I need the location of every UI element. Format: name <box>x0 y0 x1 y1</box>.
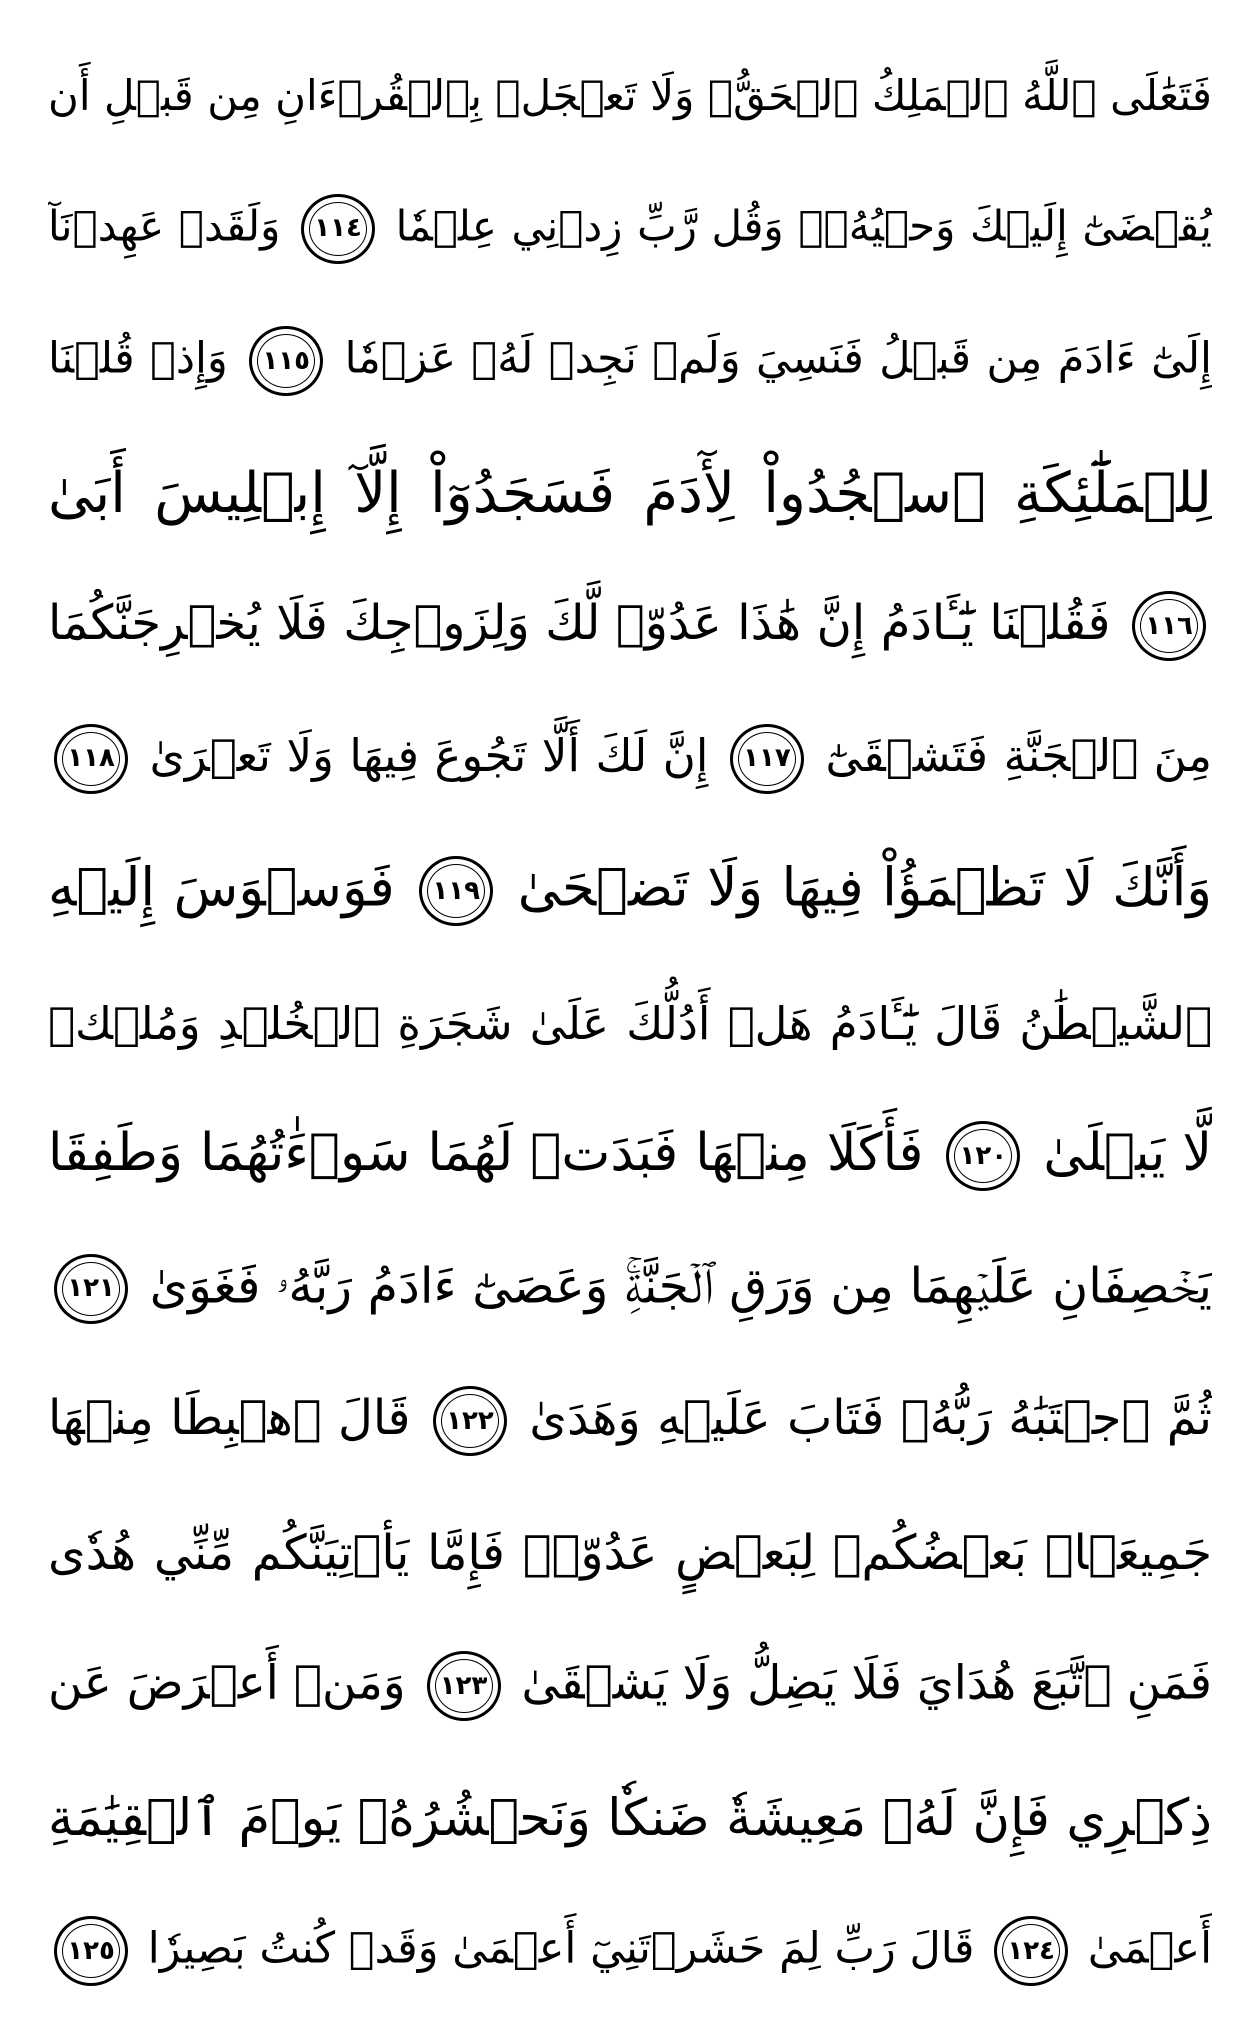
verse-line-text <box>48 1121 1212 1191</box>
ayah-end-marker-icon <box>994 1916 1068 1986</box>
verse-line-text <box>48 1651 1212 1721</box>
verse-line-text <box>48 1788 1212 1849</box>
verse-line-9 <box>48 1090 1212 1223</box>
verse-fragment: فَمَنِ ٱتَّبَعَ هُدَايَ فَلَا يَضِلُّ وَلَا يَشۡقَىٰ <box>521 1655 1212 1711</box>
ayah-end-marker-icon <box>54 1916 128 1986</box>
ayah-number: ١٢٣ <box>439 1670 488 1701</box>
ayah-end-marker-icon <box>301 194 375 264</box>
verse-line-4 <box>48 428 1212 561</box>
verse-fragment: لِلۡمَلَٰٓئِكَةِ ٱسۡجُدُواْ لِأٓدَمَ فَسَجَدُوٓاْ إِلَّآ إِبۡلِيسَ أَبَىٰ <box>48 461 1212 527</box>
verse-line-text <box>48 1386 1212 1456</box>
ayah-end-marker-icon <box>419 856 493 926</box>
verse-fragment: وَإِذۡ قُلۡنَا <box>48 333 228 384</box>
verse-line-3 <box>48 295 1212 428</box>
verse-fragment: ٱلشَّيۡطَٰنُ قَالَ يَٰٓـَٔادَمُ هَلۡ أَدُلُّكَ عَلَىٰ شَجَرَةِ ٱلۡخُلۡدِ وَمُلۡكٖ <box>48 996 1212 1050</box>
ayah-number: ١١٨ <box>67 743 115 774</box>
verse-line-2 <box>48 163 1212 296</box>
verse-fragment: إِلَىٰٓ ءَادَمَ مِن قَبۡلُ فَنَسِيَ وَلَمۡ نَجِدۡ لَهُۥ عَزۡمٗا <box>344 333 1212 384</box>
ayah-end-marker-icon <box>249 326 323 396</box>
verse-line-15 <box>48 1885 1212 2018</box>
verse-line-text <box>48 1916 1212 1986</box>
verse-fragment: ثُمَّ ٱجۡتَبَٰهُ رَبُّهُۥ فَتَابَ عَلَيۡهِ وَهَدَىٰ <box>529 1390 1212 1447</box>
verse-line-text <box>48 71 1212 121</box>
verse-line-text <box>48 591 1212 661</box>
ayah-number: ١٢٠ <box>959 1140 1008 1171</box>
ayah-number: ١١٦ <box>1145 610 1193 641</box>
ayah-end-marker-icon <box>946 1121 1020 1191</box>
verse-fragment: فَتَعَٰلَى ٱللَّهُ ٱلۡمَلِكُ ٱلۡحَقُّۗ وَلَا تَعۡجَلۡ بِٱلۡقُرۡءَانِ مِن قَبۡلِ أَن <box>48 71 1212 121</box>
verse-line-text <box>48 460 1212 527</box>
ayah-number: ١٢٤ <box>1007 1935 1055 1966</box>
verse-fragment: جَمِيعَۢاۖ بَعۡضُكُمۡ لِبَعۡضٍ عَدُوّٞۖ فَإِمَّا يَأۡتِيَنَّكُم مِّنِّي هُدٗى <box>48 1524 1212 1581</box>
verse-line-text <box>48 856 1212 926</box>
verse-line-5 <box>48 560 1212 693</box>
verse-fragment: لَّا يَبۡلَىٰ <box>1043 1123 1212 1184</box>
verse-line-text <box>48 1254 1212 1324</box>
ayah-end-marker-icon <box>54 1254 128 1324</box>
verse-fragment: إِنَّ لَكَ أَلَّا تَجُوعَ فِيهَا وَلَا تَعۡرَىٰ <box>149 728 709 782</box>
verse-line-11 <box>48 1355 1212 1488</box>
verse-line-10 <box>48 1223 1212 1356</box>
ayah-end-marker-icon <box>54 724 128 794</box>
verse-fragment: وَلَقَدۡ عَهِدۡنَآ <box>48 201 281 251</box>
verse-line-12 <box>48 1488 1212 1621</box>
ayah-end-marker-icon <box>730 724 804 794</box>
ayah-number: ١٢٢ <box>446 1405 494 1436</box>
verse-line-13 <box>48 1620 1212 1753</box>
verse-fragment: يُقۡضَىٰٓ إِلَيۡكَ وَحۡيُهُۥۖ وَقُل رَّبِّ زِدۡنِي عِلۡمٗا <box>395 201 1212 251</box>
verse-line-text <box>48 326 1212 396</box>
verse-line-text <box>48 724 1212 794</box>
verse-line-14 <box>48 1753 1212 1886</box>
verse-line-7 <box>48 825 1212 958</box>
verse-fragment: مِنَ ٱلۡجَنَّةِ فَتَشۡقَىٰٓ <box>825 728 1212 782</box>
verse-fragment: ذِكۡرِي فَإِنَّ لَهُۥ مَعِيشَةٗ ضَنكٗا وَنَحۡشُرُهُۥ يَوۡمَ ٱلۡقِيَٰمَةِ <box>48 1789 1212 1849</box>
ayah-number: ١٢٥ <box>67 1935 115 1966</box>
verse-fragment: يَخۡصِفَانِ عَلَيۡهِمَا مِن وَرَقِ ٱلۡجَنَّةِۚ وَعَصَىٰٓ ءَادَمُ رَبَّهُۥ فَغَوَىٰ <box>149 1257 1212 1315</box>
verse-line-6 <box>48 693 1212 826</box>
verse-line-text <box>48 1525 1212 1583</box>
ayah-end-marker-icon <box>433 1386 507 1456</box>
ayah-end-marker-icon <box>1132 591 1206 661</box>
verse-fragment: فَقُلۡنَا يَٰٓـَٔادَمُ إِنَّ هَٰذَا عَدُوّٞ لَّكَ وَلِزَوۡجِكَ فَلَا يُخۡرِجَنَّكُمَا <box>48 595 1111 652</box>
ayah-number: ١١٧ <box>743 743 791 774</box>
ayah-number: ١٢١ <box>67 1273 115 1304</box>
verse-fragment: قَالَ رَبِّ لِمَ حَشَرۡتَنِيٓ أَعۡمَىٰ وَقَدۡ كُنتُ بَصِيرٗا <box>147 1923 975 1974</box>
verse-line-text <box>48 997 1212 1051</box>
ayah-number: ١١٩ <box>432 875 481 906</box>
ayah-number: ١١٥ <box>262 345 311 376</box>
verse-fragment: وَمَنۡ أَعۡرَضَ عَن <box>48 1655 406 1711</box>
ayah-number: ١١٤ <box>314 213 362 244</box>
verse-fragment: قَالَ ٱهۡبِطَا مِنۡهَا <box>48 1390 411 1447</box>
verse-fragment: أَعۡمَىٰ <box>1087 1923 1212 1974</box>
verse-fragment: فَوَسۡوَسَ إِلَيۡهِ <box>48 857 395 919</box>
verse-line-text <box>48 194 1212 264</box>
verse-line-1 <box>48 30 1212 163</box>
verse-line-8 <box>48 958 1212 1091</box>
verse-fragment: وَأَنَّكَ لَا تَظۡمَؤُاْ فِيهَا وَلَا تَضۡحَىٰ <box>517 857 1212 919</box>
ayah-end-marker-icon <box>427 1651 501 1721</box>
verse-fragment: فَأَكَلَا مِنۡهَا فَبَدَتۡ لَهُمَا سَوۡءَٰتُهُمَا وَطَفِقَا <box>48 1123 924 1184</box>
